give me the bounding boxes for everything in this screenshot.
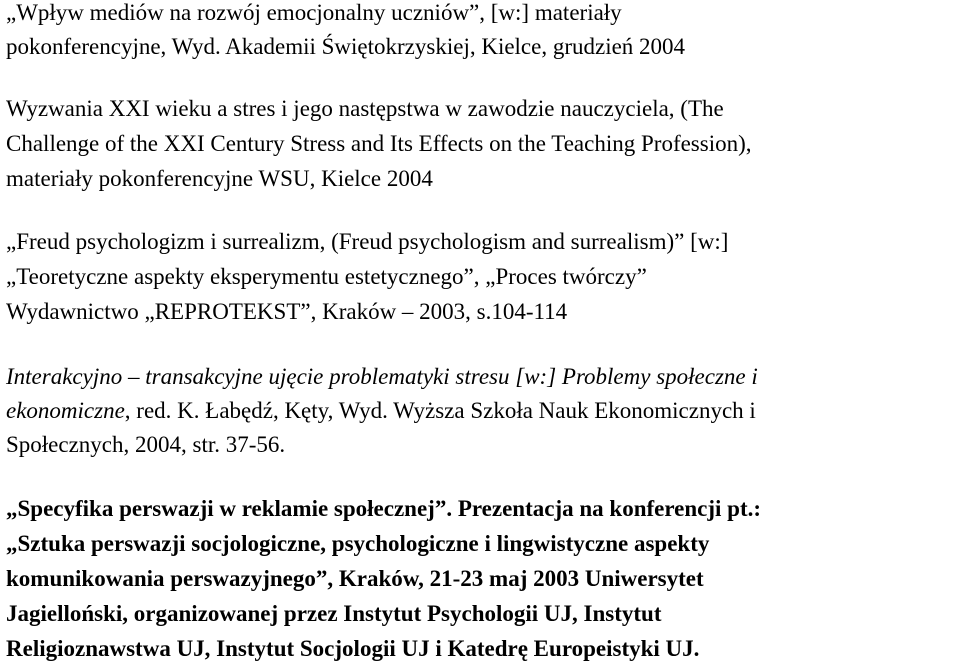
entry-4-line-2 <box>6 394 756 428</box>
entry-1-line-2: pokonferencyjne, Wyd. Akademii Świętokrzyskiej, Kielce, grudzień 2004 <box>6 34 686 59</box>
entry-5-line-4: Jagielloński, organizowanej przez Instytut Psychologii UJ, Instytut <box>6 601 662 626</box>
entry-2-line-1: Wyzwania XXI wieku a stres i jego następstwa w zawodzie nauczyciela, (The <box>6 96 724 121</box>
entry-4-line-1: Interakcyjno – transakcyjne ujęcie problematyki stresu [w:] Problemy społeczne i <box>6 364 758 389</box>
entry-3-line-1: „Freud psychologizm i surrealizm, (Freud psychologism and surrealism)” [w:] <box>6 229 729 254</box>
entry-5-line-1: „Specyfika perswazji w reklamie społecznej”. Prezentacja na konferencji pt.: <box>6 496 762 521</box>
entry-3-line-2: „Teoretyczne aspekty eksperymentu estetycznego”, „Proces twórczy” <box>6 264 647 289</box>
entry-4-line-3: Społecznych, 2004, str. 37-56. <box>6 432 286 457</box>
entry-2-line-2: Challenge of the XXI Century Stress and Its Effects on the Teaching Profession), <box>6 131 752 156</box>
entry-4-line-2-italic: ekonomiczne <box>6 398 125 423</box>
entry-5-line-5: Religioznawstwa UJ, Instytut Socjologii UJ i Katedrę Europeistyki UJ. <box>6 636 700 661</box>
entry-3-line-3: Wydawnictwo „REPROTEKST”, Kraków – 2003, s.104-114 <box>6 299 568 324</box>
entry-1-line-1: „Wpływ mediów na rozwój emocjonalny uczniów”, [w:] materiały <box>6 0 622 25</box>
entry-5-line-2: „Sztuka perswazji socjologiczne, psychologiczne i lingwistyczne aspekty <box>6 531 710 556</box>
entry-5-line-3: komunikowania perswazyjnego”, Kraków, 21-23 maj 2003 Uniwersytet <box>6 566 704 591</box>
entry-2-line-3: materiały pokonferencyjne WSU, Kielce 2004 <box>6 166 433 191</box>
entry-4-line-2-rest: , red. K. Łabędź, Kęty, Wyd. Wyższa Szkoła Nauk Ekonomicznych i <box>124 398 756 423</box>
